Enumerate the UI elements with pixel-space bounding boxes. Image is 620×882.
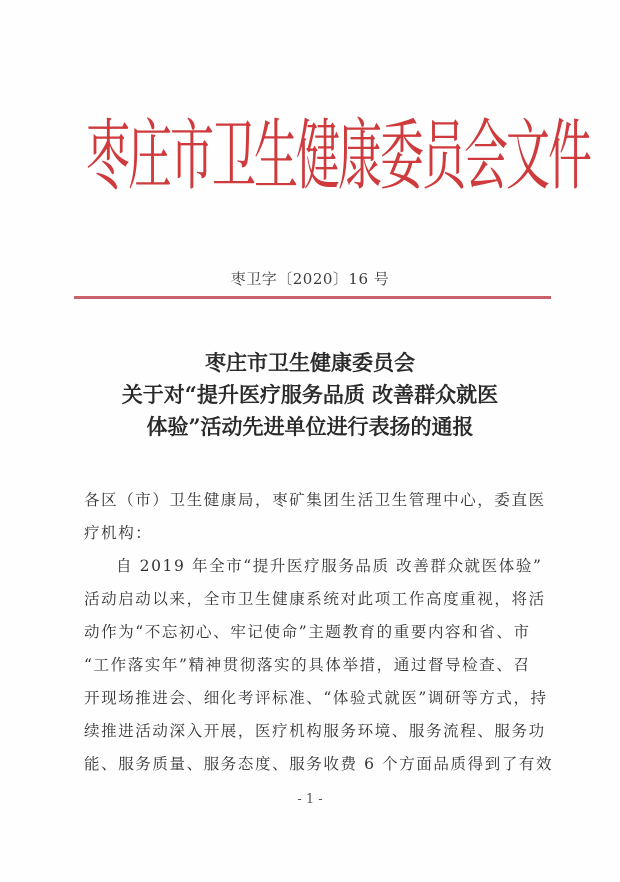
- page-number: - 1 -: [297, 792, 323, 807]
- document-header-title: [86, 114, 592, 200]
- paragraph-line: 开现场推进会、细化考评标准、“体验式就医”调研等方式，持: [84, 689, 548, 707]
- document-number: 枣卫字〔2020〕16 号: [230, 270, 390, 288]
- title-line: 关于对“提升医疗服务品质 改善群众就医: [121, 382, 499, 407]
- header-char: 委: [380, 114, 424, 200]
- header-char: 文: [506, 114, 550, 200]
- paragraph-line: 续推进活动深入开展，医疗机构服务环境、服务流程、服务功: [84, 722, 546, 740]
- paragraph-line: 能、服务质量、服务态度、服务收费 6 个方面品质得到了有效: [84, 755, 554, 773]
- paragraph-line: 自 2019 年全市“提升医疗服务品质 改善群众就医体验”: [116, 557, 543, 575]
- addressee-line: 疗机构：: [84, 524, 153, 542]
- paragraph-line: “工作落实年”精神贯彻落实的具体举措，通过督导检查、召: [84, 656, 531, 674]
- body-text: [84, 484, 554, 781]
- red-divider-rule: [74, 296, 551, 299]
- notice-title: [0, 347, 620, 443]
- header-char: 枣: [86, 114, 130, 200]
- header-char: 会: [464, 114, 508, 200]
- header-char: 市: [170, 114, 214, 200]
- header-char: 员: [422, 114, 466, 200]
- header-char: 卫: [212, 114, 256, 200]
- title-line: 体验”活动先进单位进行表扬的通报: [146, 414, 474, 439]
- title-line: 枣庄市卫生健康委员会: [205, 350, 415, 375]
- header-char: 件: [548, 114, 592, 200]
- addressee-line: 各区（市）卫生健康局，枣矿集团生活卫生管理中心，委直医: [84, 491, 546, 509]
- header-char: 庄: [128, 114, 172, 200]
- header-char: 生: [254, 114, 298, 200]
- paragraph-line: 活动启动以来，全市卫生健康系统对此项工作高度重视，将活: [84, 590, 546, 608]
- paragraph-line: 动作为“不忘初心、牢记使命”主题教育的重要内容和省、市: [84, 623, 531, 641]
- header-char: 健: [296, 114, 340, 200]
- header-char: 康: [338, 114, 382, 200]
